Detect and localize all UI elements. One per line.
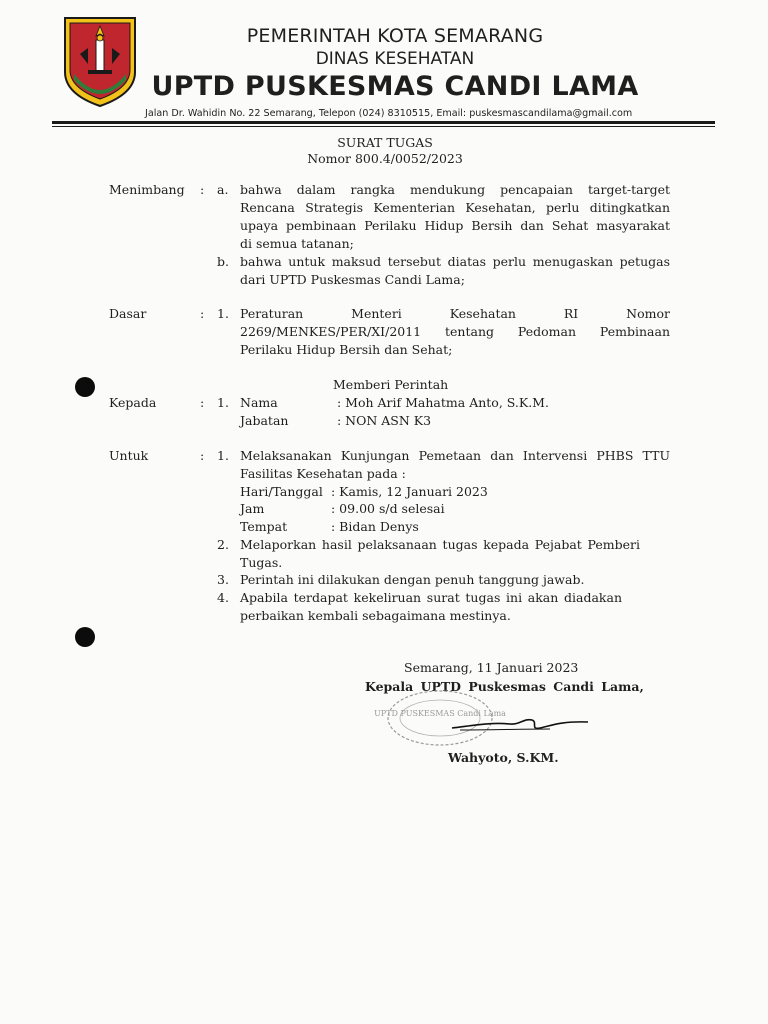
punch-hole: [75, 627, 95, 647]
unit-name: UPTD PUSKESMAS CANDI LAMA: [151, 71, 639, 102]
section-label-menimbang: Menimbang: [109, 182, 185, 197]
paragraph-line: dari UPTD Puskesmas Candi Lama;: [240, 272, 465, 287]
letterhead-rule-thick: [52, 121, 715, 124]
item-marker: 1.: [217, 448, 229, 463]
signature-place-date: Semarang, 11 Januari 2023: [404, 660, 579, 675]
field-value-hari: : Kamis, 12 Januari 2023: [331, 484, 488, 499]
section-colon: :: [200, 306, 205, 321]
paragraph-line: Tugas.: [240, 555, 283, 570]
letter-title-text: SURAT TUGAS: [337, 135, 433, 150]
field-value-jabatan: : NON ASN K3: [337, 413, 432, 428]
item-marker: b.: [217, 254, 229, 269]
paragraph-line: Perintah ini dilakukan dengan penuh tanggung jawab.: [240, 572, 585, 587]
section-colon: :: [200, 395, 205, 410]
paragraph-line: Rencana Strategis Kementerian Kesehatan, perlu ditingkatkan: [240, 200, 670, 215]
paragraph-line: Melaksanakan Kunjungan Pemetaan dan Intervensi PHBS TTU: [240, 448, 670, 463]
stamp-text: UPTD PUSKESMAS Candi Lama: [374, 709, 506, 718]
paragraph-line: di semua tatanan;: [240, 236, 354, 251]
gov-name: PEMERINTAH KOTA SEMARANG: [246, 25, 544, 47]
letterhead-address: Jalan Dr. Wahidin No. 22 Semarang, Telepon (024) 8310515, Email: puskesmascandilama@gmail.com: [145, 108, 633, 119]
letterhead: [150, 24, 640, 104]
signature-position: Kepala UPTD Puskesmas Candi Lama,: [365, 679, 644, 694]
paragraph-line: Fasilitas Kesehatan pada :: [240, 466, 406, 481]
item-marker: 2.: [217, 537, 229, 552]
field-label-jam: Jam: [240, 501, 265, 516]
field-label-jabatan: Jabatan: [240, 413, 289, 428]
field-label-nama: Nama: [240, 395, 278, 410]
letterhead-rule-thin: [52, 126, 715, 127]
paragraph-line: upaya pembinaan Perilaku Hidup Bersih dan Sehat masyarakat: [240, 218, 670, 233]
letter-number: Nomor 800.4/0052/2023: [307, 151, 463, 166]
section-colon: :: [200, 448, 205, 463]
section-label-untuk: Untuk: [109, 448, 149, 463]
field-label-tempat: Tempat: [240, 519, 288, 534]
item-marker: 3.: [217, 572, 229, 587]
order-heading: Memberi Perintah: [333, 377, 449, 392]
paragraph-line: Peraturan Menteri Kesehatan RI Nomor: [240, 306, 670, 321]
section-colon: :: [200, 182, 205, 197]
paragraph-line: Apabila terdapat kekeliruan surat tugas ini akan diadakan: [240, 590, 622, 605]
paragraph-line: perbaikan kembali sebagaimana mestinya.: [240, 608, 511, 623]
field-value-tempat: : Bidan Denys: [331, 519, 419, 534]
item-marker: 1.: [217, 306, 229, 321]
city-emblem-logo: [62, 14, 138, 108]
paragraph-line: Perilaku Hidup Bersih dan Sehat;: [240, 342, 453, 357]
dept-name: DINAS KESEHATAN: [315, 49, 475, 69]
field-label-hari: Hari/Tanggal: [240, 484, 323, 499]
item-marker: 4.: [217, 590, 229, 605]
paragraph-line: Melaporkan hasil pelaksanaan tugas kepada Pejabat Pemberi: [240, 537, 640, 552]
field-value-jam: : 09.00 s/d selesai: [331, 501, 445, 516]
field-value-nama: : Moh Arif Mahatma Anto, S.K.M.: [337, 395, 549, 410]
item-marker: 1.: [217, 395, 229, 410]
section-label-dasar: Dasar: [109, 306, 147, 321]
handwritten-signature: [450, 712, 590, 736]
signatory-name: Wahyoto, S.KM.: [448, 750, 559, 765]
section-label-kepada: Kepada: [109, 395, 157, 410]
item-marker: a.: [217, 182, 229, 197]
paragraph-line: bahwa untuk maksud tersebut diatas perlu menugaskan petugas: [240, 254, 670, 269]
paragraph-line: bahwa dalam rangka mendukung pencapaian target-target: [240, 182, 670, 197]
letter-title: [290, 135, 480, 167]
paragraph-line: 2269/MENKES/PER/XI/2011 tentang Pedoman Pembinaan: [240, 324, 670, 339]
punch-hole: [75, 377, 95, 397]
